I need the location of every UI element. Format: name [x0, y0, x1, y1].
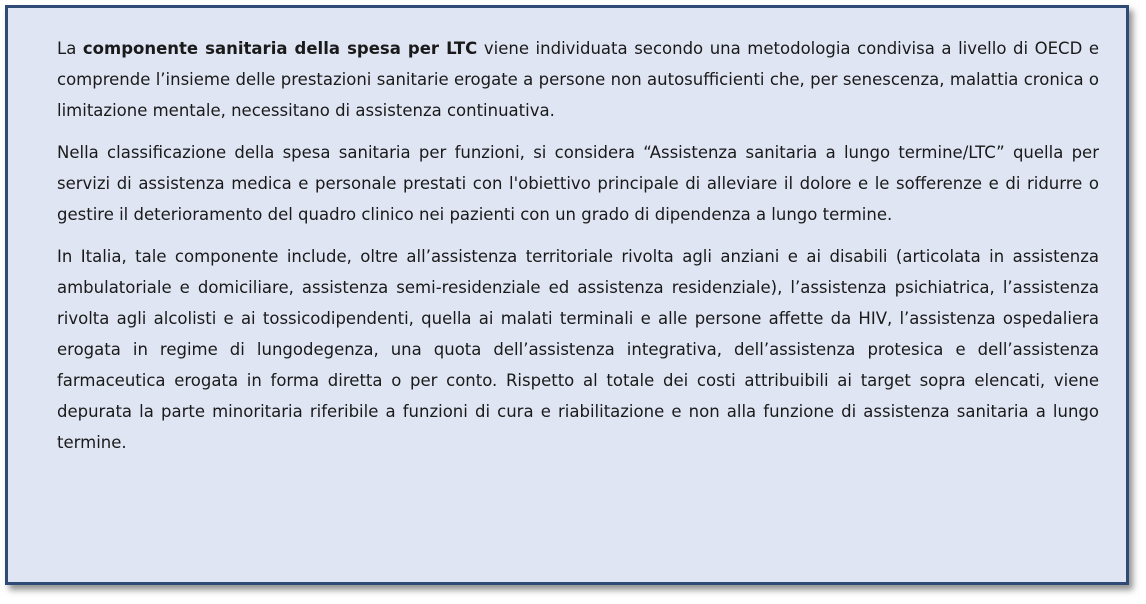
paragraph-functional-classification: Nella classificazione della spesa sanitaria per funzioni, si considera “Assistenza sanitaria a lungo termine/LTC” quella per servizi di assistenza medica e personale prestati con l'obiettivo principale di alleviare il dolore e le sofferenze e di ridurre o gestire il deterioramento del quadro clinico nei pazienti con un grado di dipendenza a lungo termine. — [57, 143, 1099, 224]
paragraph-ltc-definition-bold: componente sanitaria della spesa per LTC — [82, 39, 478, 58]
text-box-content — [57, 33, 1099, 458]
text-box — [5, 5, 1129, 585]
paragraph-ltc-definition — [57, 33, 1099, 126]
paragraph-ltc-definition-lead: La — [57, 39, 83, 58]
paragraph-italy-components: In Italia, tale componente include, oltre all’assistenza territoriale rivolta agli anziani e ai disabili (articolata in assistenza ambulatoriale e domiciliare, assistenza semi-residenziale ed assistenza residenziale), l’assistenza psichiatrica, l’assistenza rivolta agli alcolisti e ai tossicodipendenti, quella ai malati terminali e alle persone affette da HIV, l’assistenza ospedaliera erogata in regime di lungodegenza, una quota dell’assistenza integrativa, dell’assistenza protesica e dell’assistenza farmaceutica erogata in forma diretta o per conto. Rispetto al totale dei costi attribuibili ai target sopra elencati, viene depurata la parte minoritaria riferibile a funzioni di cura e riabilitazione e non alla funzione di assistenza sanitaria a lungo termine. — [57, 247, 1099, 452]
paragraph-ltc-definition-rest: viene individuata secondo una metodologia condivisa a livello di OECD e comprende l’insieme delle prestazioni sanitarie erogate a persone non autosufficienti che, per senescenza, malattia cronica o limitazione mentale, necessitano di assistenza continuativa. — [57, 39, 1099, 120]
